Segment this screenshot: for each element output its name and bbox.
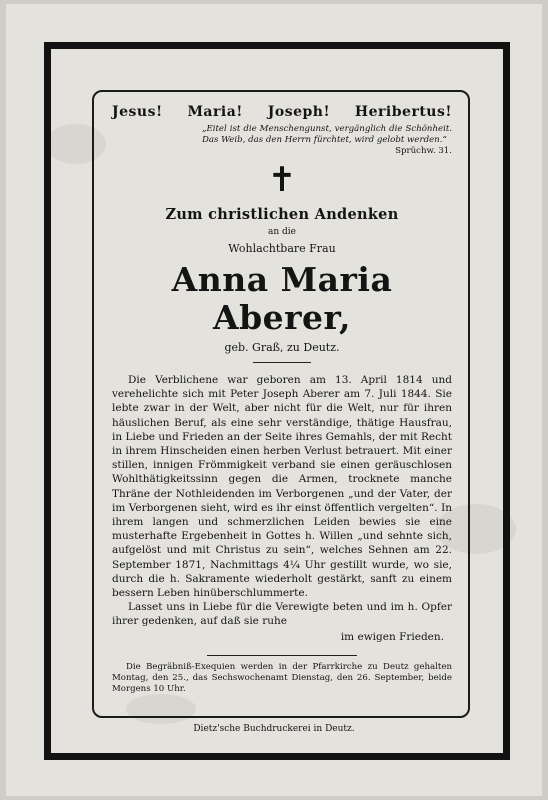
closing-phrase: im ewigen Frieden. bbox=[340, 630, 444, 643]
dedication: an die bbox=[268, 227, 296, 237]
funeral-notice: Die Begräbniß-Exequien werden in der Pfarrkirche zu Deutz gehalten Montag, den 25., das Sechswochenamt Dienstag, den 26. September, beide Morgens 10 Uhr. bbox=[112, 661, 452, 694]
cross-icon: ✝ bbox=[267, 160, 297, 200]
honorific: Wohlachtbare Frau bbox=[228, 242, 336, 255]
invocation-word: Jesus! bbox=[112, 104, 163, 120]
prayer-text: Lasset uns in Liebe für die Verewigte beten und im h. Opfer ihrer gedenken, auf daß sie ruhe bbox=[112, 601, 452, 628]
invocation-word: Heribertus! bbox=[354, 104, 452, 120]
invocation-word: Maria! bbox=[187, 104, 243, 120]
card-content bbox=[112, 104, 452, 695]
invocation-word: Joseph! bbox=[267, 104, 331, 120]
epigraph bbox=[202, 124, 452, 156]
deceased-name: Anna Maria Aberer, bbox=[171, 260, 393, 337]
invocation-line bbox=[112, 104, 452, 120]
divider-line bbox=[207, 655, 357, 656]
epigraph-text: „Eitel ist die Menschengunst, vergänglich die Schönheit. Das Weib, das den Herrn fürchtet, wird gelobt werden.“ bbox=[202, 124, 452, 145]
maiden-name: geb. Graß, zu Deutz. bbox=[224, 341, 340, 354]
epigraph-source: Sprüchw. 31. bbox=[395, 146, 452, 156]
biography-text: Die Verblichene war geboren am 13. April 1814 und verehelichte sich mit Peter Joseph Aberer am 7. Juli 1844. Sie lebte zwar in der Welt, aber nicht für die Welt, nur für ihren häuslichen Beruf, als eine sehr verständige, thätige Hausfrau, in Liebe und Frieden an der Seite ihres Gemahls, der mit Recht in ihrem Hinscheiden einen herben Verlust betrauert. Mit einer stillen, innigen Frömmigkeit verband sie einen geräuschlosen Wohlthätigkeitssinn gegen die Armen, trocknete manche Thräne der Nothleidenden im Verborgenen „und der Vater, der im Verborgenen sieht, wird es ihr einst öffentlich vergelten“. In ihrem langen und schmerzlichen Leiden bewies sie eine musterhafte Ergebenheit in Gottes h. Willen „und sehnte sich, aufgelöst und mit Christus zu sein“, welches Sehnen am 22. September 1871, Nachmittags 4¼ Uhr gestillt wurde, wo sie, durch die h. Sakramente wiederholt gestärkt, sanft zu einem bessern Leben hinüberschlummerte. bbox=[112, 374, 452, 600]
ornamental-rule bbox=[253, 362, 311, 363]
printer-imprint: Dietz'sche Buchdruckerei in Deutz. bbox=[193, 724, 355, 734]
memorial-heading: Zum christlichen Andenken bbox=[165, 206, 399, 223]
